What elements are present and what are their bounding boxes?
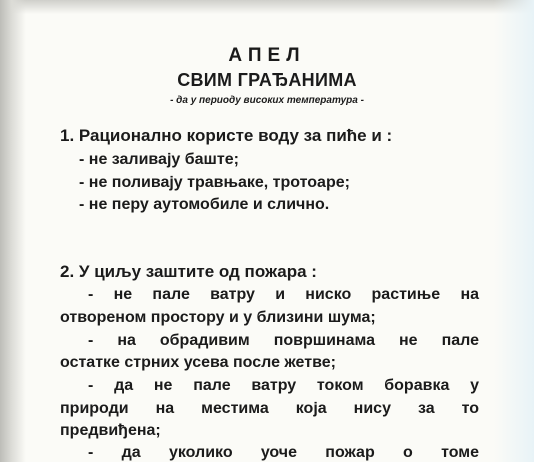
section1-heading: 1. Рационално користе воду за пиће и : — [60, 126, 393, 145]
document-note: - да у периоду високих температура - — [170, 95, 364, 106]
document-title: АПЕЛ — [228, 45, 306, 66]
section2-heading: 2. У циљу заштите од пожара : — [60, 262, 317, 281]
section2-line: - да уколико уоче пожар о томе — [88, 444, 479, 461]
section2-line: остатке стрних усева после жетве; — [60, 354, 336, 371]
document-subtitle: СВИМ ГРАЂАНИМА — [177, 70, 357, 90]
section2-line: - на обрадивим површинама не пале — [88, 332, 479, 349]
section2-line: природи на местима која нису за то — [60, 400, 479, 417]
section1-item: - не заливају баште; — [79, 151, 239, 168]
section1-item: - не перу аутомобиле и слично. — [79, 196, 330, 213]
section2-line: - не пале ватру и ниско растиње на — [88, 286, 479, 303]
section2-line: предвиђена; — [60, 422, 161, 439]
section1-item: - не поливају травњаке, тротоаре; — [79, 174, 350, 191]
section2-line: отвореном простору и у близини шума; — [60, 309, 376, 326]
section2-line: - да не пале ватру током боравка у — [88, 377, 479, 394]
